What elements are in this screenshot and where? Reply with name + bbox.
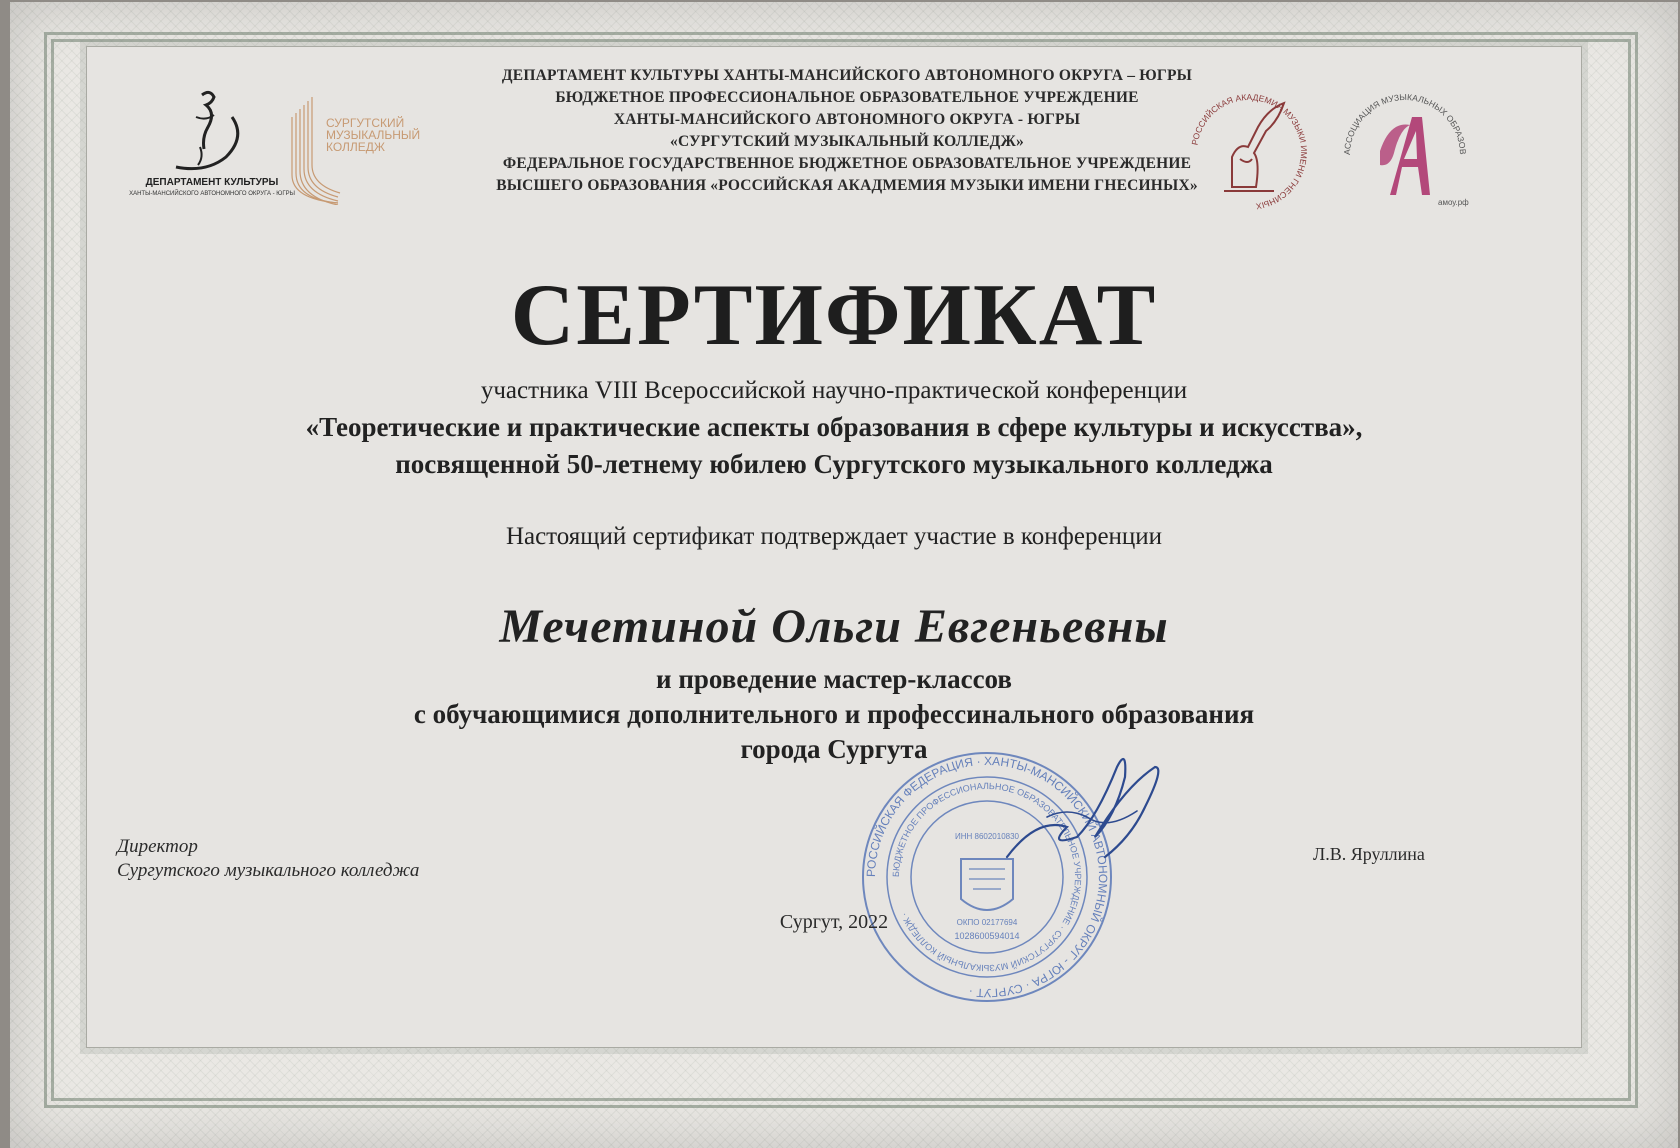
students-line: с обучающимися дополнительного и профессинального образования: [413, 699, 1255, 729]
issuer-header-line: БЮДЖЕТНОЕ ПРОФЕССИОНАЛЬНОЕ ОБРАЗОВАТЕЛЬНОЕ УЧРЕЖДЕНИЕ: [555, 89, 1139, 106]
signature-scribble-icon: [987, 737, 1217, 887]
amou-emblem-icon: [1330, 87, 1480, 217]
amou-site-text: амоу.рф: [1438, 198, 1469, 207]
place-and-year: Сургут, 2022: [779, 911, 889, 933]
gnesin-academy-logo: [1184, 87, 1314, 217]
signatory-role-line2: Сургутского музыкального колледжа: [117, 860, 420, 881]
department-logo: [117, 87, 307, 207]
city-line: города Сургута: [740, 734, 928, 764]
issuer-header: [432, 65, 1262, 197]
conference-title: «Теоретические и практические аспекты образования в сфере культуры и искусства»,: [305, 412, 1363, 442]
amou-association-logo: [1330, 87, 1480, 217]
college-logo-text: [326, 117, 436, 153]
certificate-title: СЕРТИФИКАТ: [510, 267, 1158, 364]
masterclass-line: и проведение мастер-классов: [656, 664, 1012, 694]
college-logo-line3: КОЛЛЕДЖ: [326, 140, 386, 154]
issuer-header-line: ДЕПАРТАМЕНТ КУЛЬТУРЫ ХАНТЫ-МАНСИЙСКОГО АВТОНОМНОГО ОКРУГА – ЮГРЫ: [501, 67, 1193, 84]
stamp-inn: ИНН 8602010830: [954, 832, 1020, 841]
certificate-sheet: [10, 2, 1678, 1148]
participant-line: участника VIII Всероссийской научно-практической конференции: [480, 377, 1188, 404]
signatory-role: [117, 835, 419, 883]
confirmation-text: Настоящий сертификат подтверждает участие в конференции: [505, 523, 1163, 550]
dancer-icon: [172, 87, 252, 177]
issuer-header-line: ВЫСШЕГО ОБРАЗОВАНИЯ «РОССИЙСКАЯ АКАДМЕМИЯ МУЗЫКИ ИМЕНИ ГНЕСИНЫХ»: [496, 177, 1198, 194]
stamp-ogrn: 1028600594014: [954, 931, 1020, 941]
svg-text:АССОЦИАЦИЯ МУЗЫКАЛЬНЫХ ОБРАЗОВ: [1330, 87, 1468, 155]
department-logo-title: ДЕПАРТАМЕНТ КУЛЬТУРЫ: [145, 177, 279, 188]
issuer-header-line: «СУРГУТСКИЙ МУЗЫКАЛЬНЫЙ КОЛЛЕДЖ»: [670, 133, 1024, 150]
signatory-name: Л.В. Яруллина: [1313, 844, 1425, 864]
college-logo: [282, 95, 442, 205]
signatory-role-line1: Директор: [117, 836, 198, 857]
stamp-outer-ring-text: РОССИЙСКАЯ ФЕДЕРАЦИЯ · ХАНТЫ-МАНСИЙСКИЙ АВТОНОМНЫЙ ОКРУГ - ЮГРА · СУРГУТ ·: [863, 753, 1111, 1001]
department-logo-subtitle: ХАНТЫ-МАНСИЙСКОГО АВТОНОМНОГО ОКРУГА - ЮГРЫ: [129, 191, 295, 197]
gnesin-ring-text: РОССИЙСКАЯ АКАДЕМИЯ МУЗЫКИ ИМЕНИ ГНЕСИНЫХ: [1189, 91, 1310, 212]
stamp-okpo: ОКПО 02177694: [956, 918, 1018, 927]
college-logo-line2: МУЗЫКАЛЬНЫЙ: [326, 128, 421, 142]
recipient-name: Мечетиной Ольги Евгеньевны: [499, 600, 1169, 653]
college-logo-line1: СУРГУТСКИЙ: [326, 116, 405, 130]
issuer-header-line: ФЕДЕРАЛЬНОЕ ГОСУДАРСТВЕННОЕ БЮДЖЕТНОЕ ОБРАЗОВАТЕЛЬНОЕ УЧРЕЖДЕНИЕ: [502, 155, 1192, 172]
amou-ring-text: АССОЦИАЦИЯ МУЗЫКАЛЬНЫХ ОБРАЗОВ: [1341, 91, 1469, 156]
issuer-header-line: ХАНТЫ-МАНСИЙСКОГО АВТОНОМНОГО ОКРУГА - ЮГРЫ: [613, 111, 1081, 128]
handwritten-signature: [987, 737, 1217, 887]
stamp-inner-ring-text: БЮДЖЕТНОЕ ПРОФЕССИОНАЛЬНОЕ ОБРАЗОВАТЕЛЬНОЕ УЧРЕЖДЕНИЕ · СУРГУТСКИЙ МУЗЫКАЛЬНЫЙ КОЛЛЕДЖ ·: [890, 780, 1084, 974]
svg-text:РОССИЙСКАЯ АКАДЕМИЯ МУЗЫКИ ИМЕ: [1189, 92, 1309, 212]
certificate-body: [86, 46, 1582, 1048]
gnesin-academy-emblem-icon: [1184, 87, 1314, 217]
conference-dedication: посвященной 50-летнему юбилею Сургутского музыкального колледжа: [395, 449, 1273, 479]
